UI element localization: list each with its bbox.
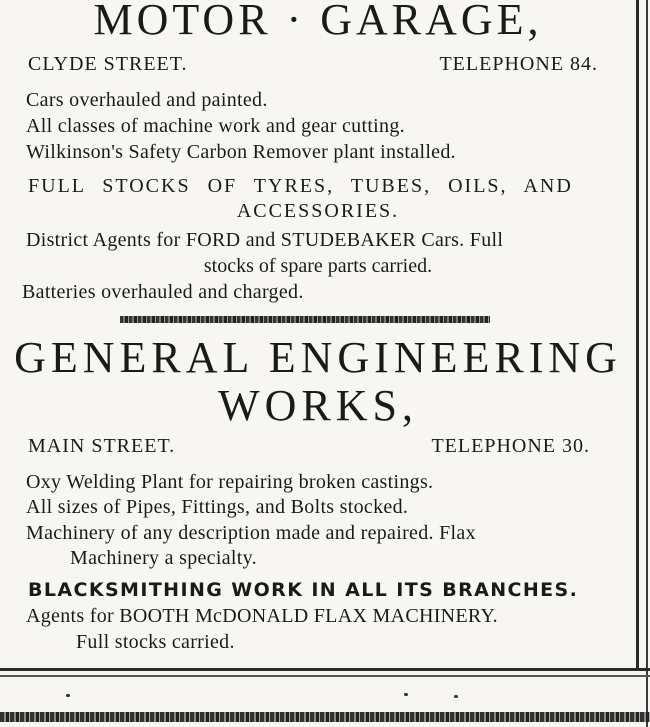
ink-speck	[404, 693, 408, 696]
stocks-line-cont: ACCESSORIES.	[236, 200, 400, 222]
bottom-border-band	[0, 712, 650, 722]
garage-address: CLYDE STREET.	[28, 53, 188, 75]
column-rule	[636, 0, 639, 670]
blacksmithing-line: BLACKSMITHING WORK IN ALL ITS BRANCHES.	[28, 579, 579, 601]
agents-line: District Agents for FORD and STUDEBAKER Cars. Full	[26, 229, 504, 251]
garage-service-line: Wilkinson's Safety Carbon Remover plant installed.	[26, 141, 456, 163]
engineering-title	[0, 334, 636, 430]
engineering-address-row	[28, 434, 590, 458]
machinery-line-cont: Machinery a specialty.	[70, 547, 257, 569]
garage-telephone: TELEPHONE 84.	[439, 53, 598, 75]
engineering-service-line: All sizes of Pipes, Fittings, and Bolts stocked.	[26, 496, 409, 518]
column-rule-outer	[646, 0, 648, 727]
booth-agents-line: Agents for BOOTH McDONALD FLAX MACHINERY.	[26, 605, 498, 627]
ink-speck	[454, 695, 458, 698]
engineering-service-line: Oxy Welding Plant for repairing broken castings.	[26, 471, 434, 493]
stocks-line: FULL STOCKS OF TYRES, TUBES, OILS, AND	[28, 175, 573, 197]
machinery-line: Machinery of any description made and repaired. Flax	[26, 522, 476, 544]
full-stocks-line: Full stocks carried.	[76, 631, 235, 653]
batteries-line: Batteries overhauled and charged.	[22, 281, 304, 303]
garage-service-line: Cars overhauled and painted.	[26, 89, 268, 111]
ink-speck	[66, 694, 70, 697]
engineering-address: MAIN STREET.	[28, 435, 176, 457]
section-divider	[120, 316, 490, 323]
engineering-title-line2: WORKS,	[218, 381, 418, 430]
garage-service-line: All classes of machine work and gear cutting.	[26, 115, 405, 137]
engineering-title-line1: GENERAL ENGINEERING	[14, 333, 622, 382]
bottom-rule-thin	[0, 675, 650, 677]
garage-address-row	[28, 52, 598, 76]
motor-garage-title: MOTOR · GARAGE,	[93, 0, 543, 44]
bottom-rule	[0, 668, 650, 671]
engineering-telephone: TELEPHONE 30.	[431, 435, 590, 457]
agents-line-cont: stocks of spare parts carried.	[203, 255, 433, 277]
